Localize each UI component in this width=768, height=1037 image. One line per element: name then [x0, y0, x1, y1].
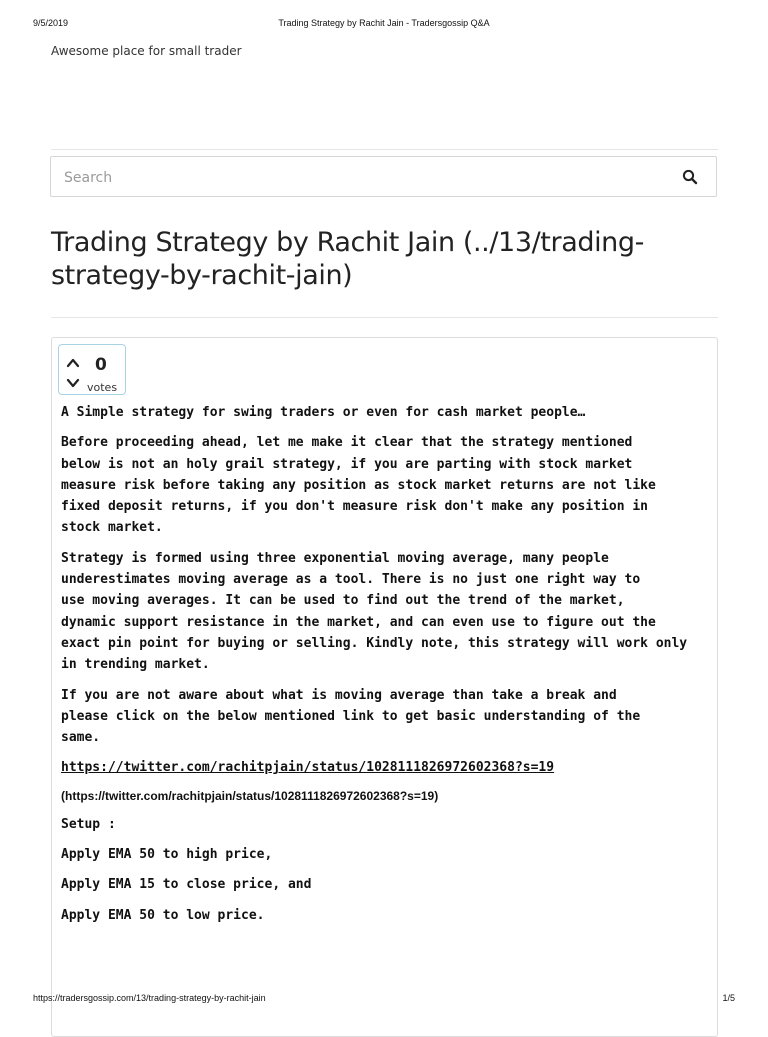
header-divider — [51, 149, 718, 150]
print-page-title: Trading Strategy by Rachit Jain - Tradersgossip Q&A — [278, 18, 490, 28]
vote-label: votes — [87, 381, 118, 394]
question-body — [61, 402, 711, 935]
setup-line: Apply EMA 15 to close price, and — [61, 877, 312, 893]
vote-widget — [58, 344, 126, 395]
search-input[interactable] — [62, 165, 666, 191]
body-paragraph: A Simple strategy for swing traders or even for cash market people… — [61, 405, 586, 420]
page-title: Trading Strategy by Rachit Jain (../13/trading-strategy-by-rachit-jain) — [51, 227, 644, 291]
twitter-link[interactable]: https://twitter.com/rachitpjain/status/1028111826972602368?s=19 — [61, 760, 555, 776]
print-header — [0, 18, 768, 32]
print-date: 9/5/2019 — [33, 18, 69, 28]
body-paragraph: Strategy is formed using three exponential moving average, many people underestimates moving average as a tool. There is no just one right way to use moving averages. It can be used to find out the trend of the market, dynamic support resistance in the market, and can even use to figure out the exact pin point for buying or selling. Kindly note, this strategy will work only in trending market. — [61, 550, 688, 673]
downvote-chevron-icon[interactable] — [66, 377, 80, 389]
upvote-chevron-icon[interactable] — [66, 357, 80, 369]
vote-count: 0 — [95, 355, 107, 375]
setup-line: Apply EMA 50 to low price. — [61, 907, 265, 923]
search-icon[interactable] — [682, 169, 698, 185]
twitter-link-url: (https://twitter.com/rachitpjain/status/1028111826972602368?s=19) — [61, 788, 439, 803]
question-card — [51, 337, 718, 1037]
print-page-number: 1/5 — [722, 993, 735, 1003]
body-paragraph: If you are not aware about what is moving average than take a break and please click on the below mentioned link to get basic understanding of the same. — [61, 687, 641, 746]
site-tagline: Awesome place for small trader — [51, 44, 242, 58]
body-paragraph: Before proceeding ahead, let me make it clear that the strategy mentioned below is not an holy grail strategy, if you are parting with stock market measure risk before taking any position as stock market returns are not like fixed deposit returns, if you don't measure risk don't make any position in stock market. — [61, 435, 656, 536]
search-bar — [50, 156, 717, 197]
title-divider — [51, 317, 718, 318]
print-url: https://tradersgossip.com/13/trading-strategy-by-rachit-jain — [33, 993, 266, 1003]
print-footer — [0, 993, 768, 1007]
setup-line: Apply EMA 50 to high price, — [61, 847, 273, 863]
setup-heading: Setup : — [61, 816, 116, 832]
